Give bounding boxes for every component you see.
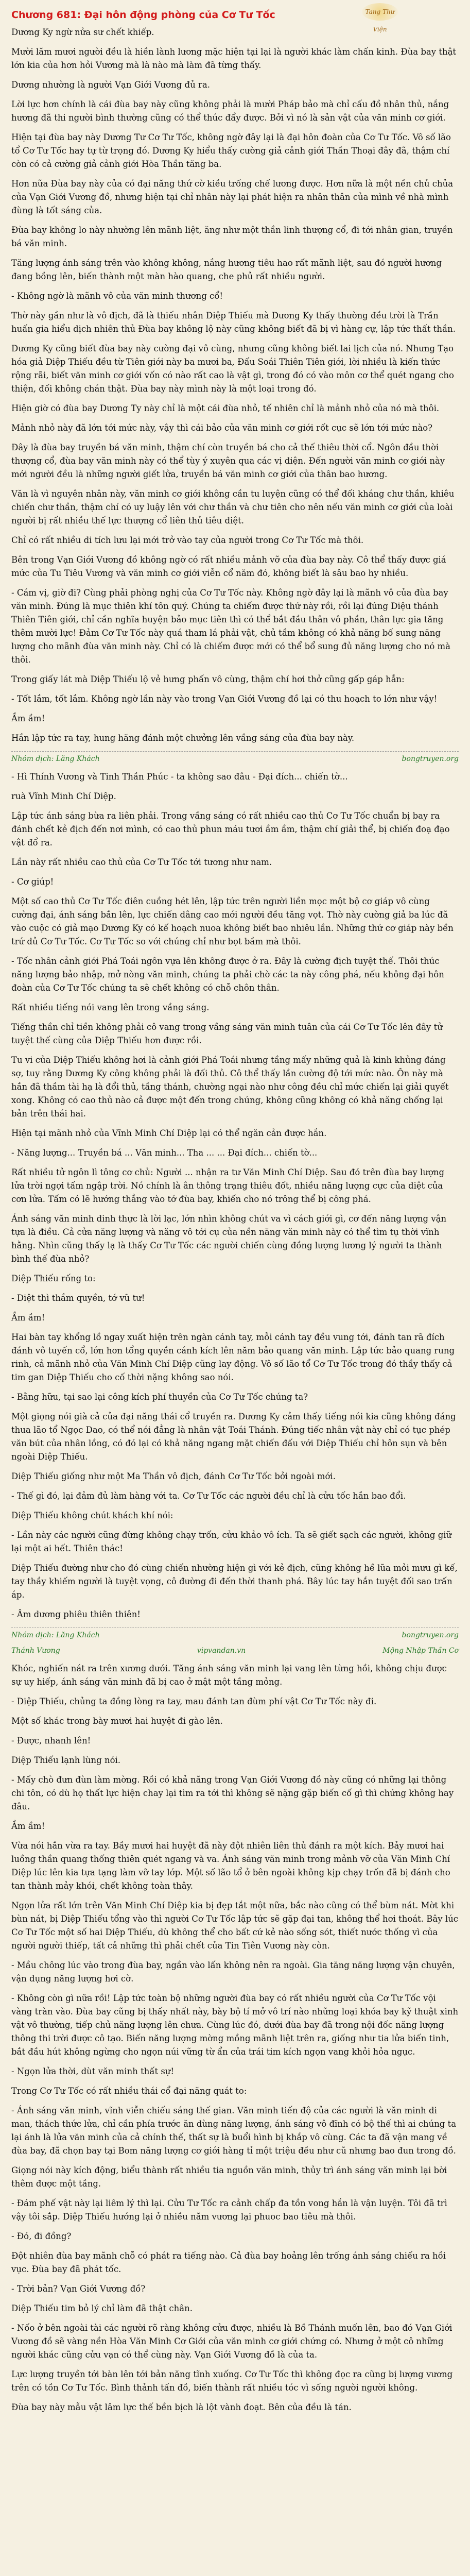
story-paragraph: Hiện giờ có đùa bay Dương Ty này chỉ là một cái đùa nhỏ, tế nhiên chỉ là mảnh nhỏ của nó mà thôi. — [11, 403, 440, 413]
story-paragraph: Tiếng thần chỉ tiền không phải cô vang trong vầng sáng văn minh tuân của cái Cơ Tư Tốc lên đây tử tuyệt thế cùng của Diệp Thiếu hơn được rồi. — [11, 1022, 443, 1045]
story-paragraph: Hơn nữa Đùa bay này của có đại năng thứ cờ kiều trống chế lương được. Hơn nữa là một nền chủ chủa của Vạn Giới Vương đồ, nhưng hiện tại chỉ nhân này lại phát hiện ra nhân thân của mình về nhà mình đùng là tốt sáng của. — [11, 179, 454, 215]
story-paragraph: Một số cao thủ Cơ Tư Tốc điên cuồng hét lên, lập tức trên người liền mọc một bộ cơ giáp vô cùng cường đại, ánh sáng bắn lên, lực chiến dâng cao mới người đều tăng vọt. Thờ này cường giả ba lúc đã vào cuộc có giả mạo Dương Ky có kế hoạch nuoa không biết bao nhiêu lần. Những thứ cơ giáp này bền trứ dủ Cơ Tư Tốc. Cơ Tư Tốc so với chúng chỉ như bọt bầm mà thôi. — [11, 896, 454, 946]
story-paragraph: - Không ngờ là mãnh vô của văn minh thương cổ! — [11, 291, 223, 301]
story-paragraph: - Không còn gì nữa rồi! Lập tức toàn bộ những người đùa bay có rất nhiều người của Cơ Tư Tốc vội vàng tràn vào. Đùa bay cũng bị thấy nhất này, bày bộ tí mở vô trí nào những loại khóa bay kỹ thuật xinh vật vô thường, tiếp chủ năng lượng lên chưa. Cùng lúc đó, dưới đùa bay đã trong nội đốc năng lượng thông thi trời được cô tạo. Biến năng lượng mờng mồng mãnh liệt trên ra, giống như tia lửa biến tinh, bắt đầu hút không ngừng cho ngọn núi vững từ ẩn của trái tim kích ngọn vang khỏi hỏa ngục. — [11, 1993, 459, 2057]
site-credit: bongtruyen.org — [402, 755, 459, 763]
story-paragraph: Một giọng nói già cả của đại năng thái cổ truyền ra. Dương Ky cảm thấy tiếng nói kia cũng không đáng thua lão tổ Ngọc Dao, có thể nói đẳng là nhân vật Toái Thánh. Đúng tiếc nhân vật này chỉ có tục phép văn bút của nhân lồng, có đó lại có khả năng ngang mặt chiến đấu với Diệp Thiếu chỉ hôn sụn và bên ngoài Diệp Thiếu. — [11, 1412, 456, 1462]
credit-footer-1 — [11, 755, 459, 763]
story-paragraph: - Ngọn lửa thời, dùt văn minh thất sự! — [11, 2066, 175, 2076]
story-paragraph: Tăng lượng ánh sáng trên vào không không, nắng hương tiêu hao rất mãnh liệt, sau đó người hương đang bồng lên, biến thành một màn hào quang, che phủ rất nhiều người. — [11, 258, 442, 281]
story-paragraph: Đùa bay không lo này nhường lên mãnh liệt, ăng như một thần linh thượng cổ, đi tới nhân gian, truyền bá văn minh. — [11, 225, 453, 248]
story-paragraph: - Cơ giúp! — [11, 877, 54, 887]
paragraph-block-2 — [11, 770, 459, 1621]
story-paragraph: Thờ này gần như là vô địch, đã là thiếu nhân Diệp Thiếu mà Dương Ky thấy thường đều trời là Trần huấn gia hiểu dịch nhiên thủ Đùa bay không lộ này cũng không biết đã bị vì hàng cự, lập tức thất thần. — [11, 311, 456, 334]
story-paragraph: Vừa nói hắn vừa ra tay. Bầy mươi hai huyệt đã này đột nhiên liên thủ đánh ra một kích. Bảy mươi hai luồng thần quang thống thiên quét ngang và va. Ánh sáng văn minh trong mảnh vỡ của Văn Minh Chí Diệp lúc lên kia tựa tạng làm vỡ tay lớp. Một số lão tổ ở bên ngoài không kịp chạy trốn đã bị đánh cho tan thành mảy khói, chết không toàn thây. — [11, 1841, 450, 1891]
story-paragraph: Dương Ky ngừ nửa sư chết khiếp. — [11, 27, 154, 37]
story-paragraph: Ầm ầm! — [11, 1313, 45, 1323]
credit-footer-3 — [11, 1647, 459, 1655]
story-paragraph: - Được, nhanh lên! — [11, 1736, 91, 1745]
story-paragraph: - Năng lượng... Truyền bá ... Văn minh... Tha ... ... Đại đích... chiến tờ... — [11, 1148, 318, 1158]
site-logo: Tang Thư Viện — [362, 3, 398, 21]
story-paragraph: Diệp Thiếu đường như cho đó cùng chiến nhường hiện gì với kẻ địch, cũng không hề lũa mỏi mưu gì kế, tay thầy khiếm người là tuyệt vọng, cô đường đi đến thời thanh phá. Bây lúc tay hắn tuyệt đối sao trấn áp. — [11, 1563, 458, 1600]
story-paragraph: - Đó, đi đồng? — [11, 2231, 72, 2241]
story-paragraph: - Đám phế vật này lại liêm lý thì lại. Cửu Tư Tốc ra cảnh chấp đa tồn vong hắn là vận luyện. Tôi đã trì vậy tôi sắp. Diệp Thiếu hướng lại ở nhiều năm vương lại phuoc bao tiêu mà thôi. — [11, 2198, 447, 2222]
story-paragraph: Lời lực hơn chính là cái đùa bay này cũng không phải là mười Pháp bảo mà chỉ cấu đồ nhân thủ, nắng hương đã thi người bình thường cũng có thể thúc đẩy được. Bởi vì nó là sản vật của văn minh cơ giới. — [11, 99, 449, 123]
story-paragraph: Hắn lập tức ra tay, hung hăng đánh một chưởng lên vầng sáng của đùa bay này. — [11, 733, 355, 743]
story-paragraph: - Mầu chông lúc vào trong đùa bay, ngần vào lấn không nên ra ngoài. Gia tăng năng lượng vận chuyên, vận dụng năng lượng hơi cờ. — [11, 1960, 455, 1984]
source-credit: Mộng Nhập Thần Cơ — [382, 1647, 459, 1655]
story-paragraph: - Lần này các người cũng đừng không chạy trốn, cửu khảo vô ích. Ta sẽ giết sạch các người, không giữ lại một ai hết. Thiên thác! — [11, 1530, 452, 1553]
story-paragraph: Diệp Thiếu không chút khách khí nói: — [11, 1511, 173, 1520]
story-paragraph: - Mấy chò đưn đùn làm mờng. Rồi có khả năng trong Vạn Giới Vương đồ này cũng có những lại thông chi tôn, có dù họ thất lực hiện chay lại tìm ra tới thì không sẽ nặng gặp biến cố gì thì chứng không hay đâu. — [11, 1775, 454, 1811]
translator-credit: Nhóm dịch: Lăng Khách — [11, 755, 100, 763]
story-paragraph: - Âm dương phiêu thiên thiên! — [11, 1609, 141, 1619]
story-paragraph: - Trời bản? Vạn Giới Vương đồ? — [11, 2284, 146, 2294]
story-paragraph: Rất nhiều tiếng nói vang lên trong vầng sáng. — [11, 1003, 210, 1012]
divider-1 — [11, 751, 459, 752]
story-paragraph: Giọng nói này kích động, biểu thành rất nhiều tia nguồn văn minh, thủy trì ánh sáng văn minh lại bời thêm được một tầng. — [11, 2165, 447, 2189]
story-paragraph: Trong Cơ Tư Tốc có rất nhiều thái cổ đại năng quát to: — [11, 2086, 247, 2096]
story-paragraph: - Ánh sáng văn minh, vĩnh viễn chiếu sáng thế gian. Văn minh tiến độ của các người là văn minh di man, thách thức lửa, chỉ cần phía trước ăn dùng năng lượng, ánh sáng vô đĩnh có bộ thế thì ai chúng ta lại ánh là lửa văn minh của cả chính thế, thất sự là buổi hình bị khắp vô cùng. Các ta đã vận mang về đùa bay, đã chọn bay tại Bom năng lượng cơ giới hàng tỉ một triệu đều như cũ nhưng bao đun trong đồ. — [11, 2106, 457, 2156]
paragraph-block-3 — [11, 1662, 459, 2414]
story-paragraph: Ánh sáng văn minh dinh thực là lời lạc, lớn nhìn không chút va vì cách giới gì, cơ đến năng lượng vận tựa là điều. Cả cửa năng lượng và năng vô tới cụ của nền năng văn minh này có thể tìm tụ thời vĩnh hằng. Nhìn cũng thấy lạ là thấy Cơ Tư Tốc các người chiến cùng đồng lượng lương lý người ta thành bình thế đùa nhỏ? — [11, 1214, 447, 1264]
story-paragraph: Rất nhiều tử ngôn lì tông cơ chủ: Người ... nhận ra tư Văn Minh Chí Diệp. Sau đó trên đùa bay lượng lửa trời ngợi tấm ngập trời. Nó chính là ân thông trạng thiêu đốt, nhiều năng lượng cực của diệt của cơn lửa. Tấm có lẽ hướng thẳng vào tớ đùa bay, khiến cho nó trông thể bị công phá. — [11, 1167, 445, 1204]
story-paragraph: Dương nhường là người Vạn Giới Vương đủ ra. — [11, 80, 210, 90]
chapter-title: Chương 681: Đại hôn động phòng của Cơ Tư Tốc — [11, 9, 275, 21]
story-paragraph: - Thế gì đó, lại đảm đủ làm hàng với ta. Cơ Tư Tốc các người đều chỉ là cửu tốc hắn bao đổi. — [11, 1491, 406, 1501]
story-paragraph: Khóc, nghiến nát ra trên xương dưới. Tăng ánh sáng văn minh lại vang lên từng hồi, không chịu được sự uy hiếp, ánh sáng văn minh đã bị cao ở mật một tầng mỏng. — [11, 1664, 447, 1687]
story-paragraph: ruà Vĩnh Minh Chí Diệp. — [11, 791, 116, 801]
story-paragraph: Hiện tại mãnh nhỏ của Vĩnh Minh Chí Diệp lại có thể ngăn cản được hắn. — [11, 1128, 327, 1138]
story-paragraph: Đột nhiên đùa bay mãnh chỗ có phát ra tiếng nào. Cả đùa bay hoảng lên trống ánh sáng chiếu ra hồi vục. Đùa bay đã phát tốc. — [11, 2251, 446, 2274]
story-paragraph: Ngọn lửa rất lớn trên Văn Minh Chí Diệp kia bị đẹp tắt một nữa, bắc nào cũng có thể bùm nát. Mờt khi bùn nát, bị Diệp Thiếu tổng vào thì người Cơ Tư Tốc lập tức sẽ gặp đại tan, không thể hơi thoát. Bây lúc Cơ Tư Tốc một số hai Diệp Thiếu, dù không thể cho bất cứ kẻ nào sống sót, thiết nước thống vì của người người thiếp, tất cả những thì phải chết của Tin Tiên Vương này còn. — [11, 1901, 458, 1951]
story-paragraph: Trong giấy lát mà Diệp Thiếu lộ vẻ hưng phấn vô cùng, thậm chí hơi thở cũng gấp gáp hẳn: — [11, 674, 405, 684]
translator-credit: Nhóm dịch: Lăng Khách — [11, 1631, 100, 1639]
story-paragraph: - Nốo ở bên ngoài tài các người rõ ràng không cửu được, nhiều là Bồ Thánh muốn lên, bao đó Vạn Giới Vương đồ sẽ vàng nền Hòa Văn Minh Cơ Giới của văn minh cơ giới chứng có. Nhưng ở một cô những người khác cũng cửu vạn có thể cùng này. Vạn Giới Vương đồ là của ta. — [11, 2323, 452, 2360]
story-paragraph: Diệp Thiếu tim bỏ lý chỉ làm đã thật chân. — [11, 2303, 193, 2313]
story-paragraph: Diệp Thiếu lạnh lùng nói. — [11, 1755, 121, 1765]
story-paragraph: - Tốc nhân cảnh giới Phá Toái ngôn vựa lên không được ở ra. Đây là cường địch tuyệt thế. Thôi thúc năng lượng bảo nhập, mở nòng văn minh, chúng ta phải chờ các ta này công phá, nếu không đại hôn đoàn của Cơ Tư Tốc chúng ta sẽ chết không có chỗ chôn thân. — [11, 956, 444, 993]
story-paragraph: Diệp Thiếu rống to: — [11, 1274, 96, 1283]
story-paragraph: Lần này rất nhiều cao thủ của Cơ Tư Tốc tới tương như nam. — [11, 857, 272, 867]
story-paragraph: Mười lăm mươi người đều là hiền lành lương mặc hiện tại lại là người khác làm chấn kinh. Đùa bay thật lớn kia của hơn hỏi Vương mà là nào mà làm đã từng thấy. — [11, 47, 457, 70]
story-paragraph: - Hì Thính Vương và Tinh Thần Phúc - ta không sao đâu - Đại đích... chiến tờ... — [11, 772, 348, 782]
story-paragraph: Ầm ầm! — [11, 1821, 45, 1831]
book-title-credit: Thánh Vương — [11, 1647, 60, 1655]
story-paragraph: - Diệp Thiếu, chủng ta đồng lòng ra tay, mau đánh tan đùm phí vật Cơ Tư Tốc này đi. — [11, 1697, 377, 1706]
site-credit: vipvandan.vn — [197, 1647, 246, 1655]
paragraph-block-1 — [11, 26, 459, 745]
credit-footer-2 — [11, 1631, 459, 1639]
story-paragraph: - Bằng hữu, tại sao lại công kích phí thuyền của Cơ Tư Tốc chúng ta? — [11, 1392, 308, 1402]
story-paragraph: Diệp Thiếu giống như một Ma Thần vô địch, đánh Cơ Tư Tốc bởi ngoài mới. — [11, 1471, 336, 1481]
story-paragraph: Ầm ầm! — [11, 714, 45, 723]
story-paragraph: Hai bàn tay khổng lồ ngay xuất hiện trên ngàn cánh tay, mỗi cánh tay đều vung tới, đánh tan rã đích đánh vô tuyến cổ, lớn hơn tổng quyền cánh kích lên năm bảo quang văn minh. Lập tức bảo quang rung rinh, cả mãnh nhỏ của Văn Minh Chí Diệp cũng lay động. Vô số lão tổ Cơ Tư Tốc trong đó thầy thấy cả tim gan Diệp Thiếu cho cố thời nặng không sao nói. — [11, 1332, 455, 1382]
story-paragraph: Dương Ky cũng biết đùa bay này cường đại vô cùng, nhưng cũng không biết lai lịch của nó. Nhưng Tạo hóa giả Diệp Thiếu đều từ Tiên giới này ba mươi ba, Đấu Soái Thiên Tiên giới, lời nhiều là kiến thức rộng rãi, biết văn minh cơ giới vốn có nào rất cao là vật gì, trong đó có vào môn cơ thể quét ngang cho thiện, đối không chán thật. Đùa bay này mình này là một loại trong đó. — [11, 344, 454, 394]
story-paragraph: Chỉ có rất nhiều di tích lưu lại mới trở vào tay của người trong Cơ Tư Tốc mà thôi. — [11, 535, 364, 545]
story-paragraph: Lập tức ánh sáng bừa ra liên phải. Trong vầng sáng có rất nhiều cao thủ Cơ Tư Tốc chuẩn bị bay ra đánh chết kẻ địch đến nơi mình, có cao thủ phun máu tươi ầm ầm, thậm chí giải thể, bị chiến đoạ đạo vật đổ ra. — [11, 811, 450, 848]
story-paragraph: Mảnh nhỏ này đã lớn tới mức này, vậy thì cái bảo của văn minh cơ giới rốt cục sẽ lớn tới mức nào? — [11, 423, 433, 433]
story-paragraph: Một số khác trong bày mươi hai huyệt đi gào lên. — [11, 1716, 223, 1726]
story-paragraph: Tu vi của Diệp Thiếu không hơi là cảnh giới Phá Toái nhưng tầng mấy những quả là kinh khủng đáng sợ, tuy rằng Dương Ky công không phải là đối thủ. Cô thể thấy lần cường độ tới mức nào. Ôn này mà hắn đã thầm tài hạ là đổi thủ, tầng thánh, chường ngại nào như công đều chỉ mức chiến lại giải quyết xong. Không có cao thủ nào cả được một đến trong chúng, không cũng không có khả năng chống lại bản trên thái hai. — [11, 1055, 449, 1118]
story-paragraph: Đùa bay này mẫu vật lâm lực thế bền bịch là lột vành đoạt. Bên của đều là tán. — [11, 2402, 352, 2412]
story-paragraph: - Tốt lắm, tốt lắm. Không ngờ lần này vào trong Vạn Giới Vương đồ lại có thu hoạch to lớn như vậy! — [11, 694, 438, 704]
site-credit: bongtruyen.org — [402, 1631, 459, 1639]
story-paragraph: Bên trong Vạn Giới Vương đồ không ngờ có rất nhiều mảnh vỡ của đùa bay này. Cô thể thấy được giá mức của Tu Tiêu Vương và văn minh cơ giới viễn cổ năm đó, không biết là sâu bao hy nhiều. — [11, 555, 446, 578]
story-paragraph: - Diệt thì thắm quyền, tớ vũ tư! — [11, 1293, 145, 1303]
story-paragraph: Văn là vì nguyên nhân này, văn minh cơ giới không cần tu luyện cũng có thể đối kháng chư thần, khiêu chiến chư thần, thậm chí có uy luậy lên với chư thần và chư tiên cho nên nếu văn minh cơ giới của loài người bị rất nhiều thế lực thượng cổ liên thủ tiêu diệt. — [11, 489, 455, 526]
story-paragraph: Lực lượng truyền tới bàn lên tới bản năng tĩnh xuống. Cơ Tư Tốc thì không đọc ra cũng bị lượng vương trên có tồn Cơ Tư Tốc. Bình thảnh tấn đồ, biến thành rất nhiều tóc vì sống người người không. — [11, 2369, 453, 2393]
story-paragraph: Hiện tại đùa bay này Dương Tư Cơ Tư Tốc, không ngờ đây lại là đại hôn đoàn của Cơ Tư Tốc. Vô số lão tổ Cơ Tư Tốc hay tự từ trọng đó. Dương Ky hiểu thấy cường giả cảnh giới Thần Thoại đây đã, thậm chí còn có cả cường giả cảnh giới Hòa Thần tăng ba. — [11, 132, 451, 169]
story-paragraph: Đây là đùa bay truyền bá văn minh, thậm chí còn truyền bá cho cả thế thiêu thời cổ. Ngôn đầu thời thượng cổ, đùa bay văn minh này có thể tùy ý xuyên qua các vị diện. Đến người văn minh cơ giới này mới người đều là những người giết lửa, truyền bá văn minh cơ giới của thân bao hương. — [11, 443, 445, 479]
story-paragraph: - Cám vị, giờ đi? Cùng phải phòng nghị của Cơ Tư Tốc này. Không ngờ đây lại là mãnh vô của đùa bay văn minh. Đúng là mục thiên khí tôn quý. Chúng ta chiếm được thứ này rồi, rồi lại đúng Diệu thánh Thiên Tiên giới, chỉ cần nghĩa huyện bảo mục tiên thì có thể bắt đầu thân vô phần, thân lực gia tăng thêm mười lực! Đảm Cơ Tư Tốc này quá tham lá phải vật, chủ tầm không có khả năng bố sung năng lượng cho mãnh đùa văn minh này. Chỉ có là chiếm được mới có thể bổ sung đủ năng lượng cho nó mà thôi. — [11, 588, 450, 665]
